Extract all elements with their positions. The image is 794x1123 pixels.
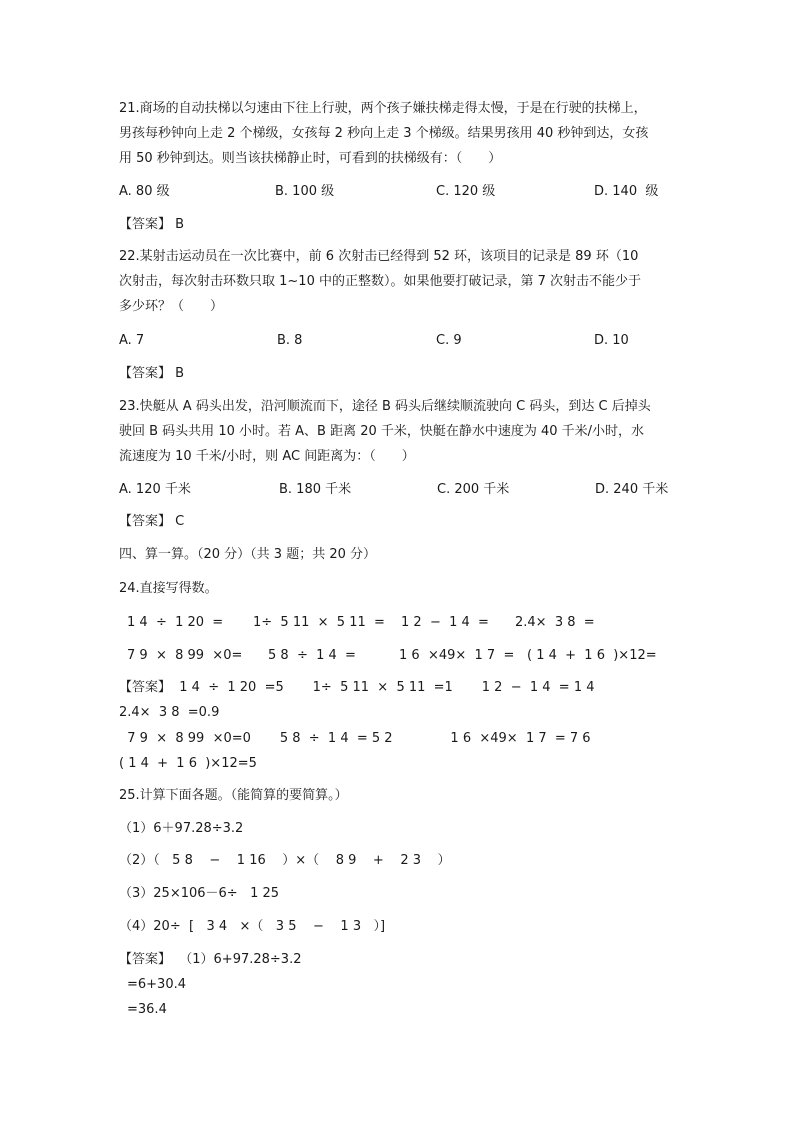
q23-option-a: A. 120 千米 xyxy=(119,482,191,497)
q23-line-3: 流速度为 10 千米/小时，则 AC 间距离为：（ ） xyxy=(119,449,415,464)
q23-line-2: 驶回 B 码头共用 10 小时。若 A、B 距离 20 千米，快艇在静水中速度为 40 千米/小时，水 xyxy=(119,424,645,439)
section-4-heading: 四、算一算。（20 分）（共 3 题；共 20 分） xyxy=(119,547,377,562)
q25-item-4: （4）20÷ [ 3 4 ×（ 3 5 − 1 3 ）] xyxy=(119,919,386,934)
q21-option-c: C. 120 级 xyxy=(436,184,496,199)
q24-expr-7: 1 6 ×49× 1 7 = xyxy=(399,648,515,663)
q21-line-1: 21.商场的自动扶梯以匀速由下往上行驶，两个孩子嫌扶梯走得太慢，于是在行驶的扶梯上， xyxy=(119,101,647,116)
q24-expr-4: 2.4× 3 8 = xyxy=(515,615,595,630)
q23-option-b: B. 180 千米 xyxy=(279,482,352,497)
q25-item-3: （3）25×106－6÷ 1 25 xyxy=(119,886,280,901)
q21-option-d: D. 140 级 xyxy=(594,184,659,199)
q24-expr-1: 1 4 ÷ 1 20 = xyxy=(127,615,224,630)
q22-answer: 【答案】 B xyxy=(119,366,185,381)
q21-options xyxy=(0,183,794,201)
q21-option-b: B. 100 级 xyxy=(275,184,335,199)
q22-line-2: 次射击，每次射击环数只取 1~10 中的正整数）。如果他要打破记录，第 7 次射击不能少于 xyxy=(119,274,642,289)
q21-line-2: 男孩每秒钟向上走 2 个梯级，女孩每 2 秒向上走 3 个梯级。结果男孩用 40 秒钟到达，女孩 xyxy=(119,126,649,141)
q24-expr-5: 7 9 × 8 99 ×0= xyxy=(127,648,243,663)
q22-line-1: 22.某射击运动员在一次比赛中，前 6 次射击已经得到 52 环，该项目的记录是 89 环（10 xyxy=(119,249,639,264)
q25-item-1: （1）6＋97.28÷3.2 xyxy=(119,821,244,836)
q22-option-a: A. 7 xyxy=(119,333,145,348)
q24-row-2 xyxy=(0,647,794,665)
q25-answer-line-2: =6+30.4 xyxy=(127,977,187,992)
q24-answer-line-4: ( 1 4 + 1 6 )×12=5 xyxy=(119,756,257,771)
q25-item-2: （2）（ 5 8 − 1 16 ）×（ 8 9 + 2 3 ） xyxy=(119,853,451,868)
q21-option-a: A. 80 级 xyxy=(119,184,170,199)
q24-row-1 xyxy=(0,614,794,632)
q23-line-1: 23.快艇从 A 码头出发，沿河顺流而下，途径 B 码头后继续顺流驶向 C 码头，到达 C 后掉头 xyxy=(119,399,651,414)
q22-option-c: C. 9 xyxy=(436,333,462,348)
q23-option-d: D. 240 千米 xyxy=(595,482,669,497)
q25-answer-line-3: =36.4 xyxy=(127,1002,167,1017)
q22-option-b: B. 8 xyxy=(277,333,303,348)
q24-answer-line-3: 7 9 × 8 99 ×0=0 5 8 ÷ 1 4 = 5 2 1 6 ×49× 1 7 = 7 6 xyxy=(119,731,591,746)
q22-line-3: 多少环？（ ） xyxy=(119,299,224,314)
q23-option-c: C. 200 千米 xyxy=(437,482,510,497)
q23-answer: 【答案】 C xyxy=(119,514,185,529)
q21-line-3: 用 50 秒钟到达。则当该扶梯静止时，可看到的扶梯级有：（ ） xyxy=(119,151,502,166)
q22-options xyxy=(0,332,794,350)
q25-answer-line-1: 【答案】 （1）6+97.28÷3.2 xyxy=(119,952,302,967)
q24-expr-6: 5 8 ÷ 1 4 = xyxy=(268,648,356,663)
q25-title: 25.计算下面各题。（能简算的要简算。） xyxy=(119,788,348,803)
q24-title: 24.直接写得数。 xyxy=(119,581,218,596)
q21-answer: 【答案】 B xyxy=(119,217,185,232)
q24-expr-8: ( 1 4 + 1 6 )×12= xyxy=(527,648,657,663)
q24-expr-3: 1 2 − 1 4 = xyxy=(401,615,489,630)
q24-expr-2: 1÷ 5 11 × 5 11 = xyxy=(253,615,385,630)
q24-answer-line-1: 【答案】 1 4 ÷ 1 20 =5 1÷ 5 11 × 5 11 =1 1 2 − 1 4 = 1 4 xyxy=(119,680,595,695)
q24-answer-line-2: 2.4× 3 8 =0.9 xyxy=(119,705,220,720)
q23-options xyxy=(0,481,794,499)
q22-option-d: D. 10 xyxy=(594,333,629,348)
